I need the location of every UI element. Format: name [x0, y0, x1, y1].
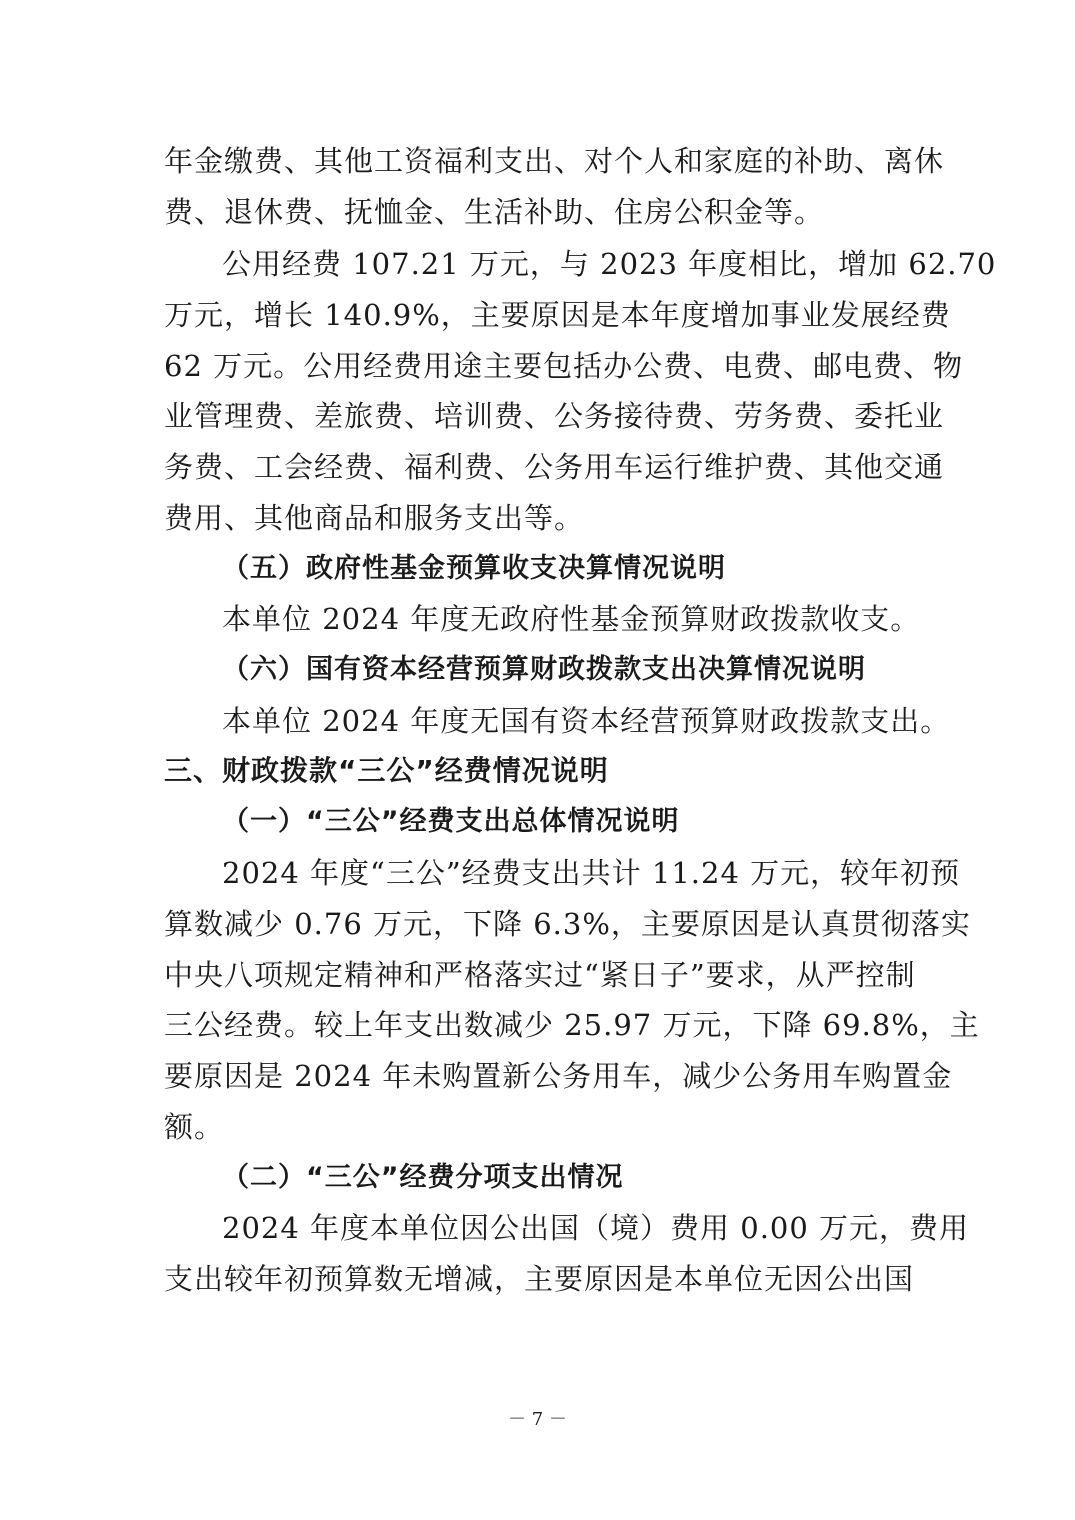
body-text-line: 62 万元。公用经费用途主要包括办公费、电费、邮电费、物 — [164, 349, 964, 383]
body-text-line: 算数减少 0.76 万元，下降 6.3%，主要原因是认真贯彻落实 — [164, 907, 971, 941]
section-subheading: （六）国有资本经营预算财政拨款支出决算情况说明 — [222, 654, 866, 685]
body-text-line: 万元，增长 140.9%，主要原因是本年度增加事业发展经费 — [164, 298, 951, 332]
body-text-line: 务费、工会经费、福利费、公务用车运行维护费、其他交通 — [164, 450, 945, 484]
section-heading: 三、财政拨款“三公”经费情况说明 — [164, 754, 609, 787]
body-text-line: 费、退休费、抚恤金、生活补助、住房公积金等。 — [164, 195, 825, 229]
paragraph-first-line: 本单位 2024 年度无政府性基金预算财政拨款收支。 — [222, 602, 921, 636]
body-text-line: 中央八项规定精神和严格落实过“紧日子”要求，从严控制 — [164, 958, 916, 992]
body-text-line: 额。 — [164, 1110, 225, 1144]
body-text-line: 业管理费、差旅费、培训费、公务接待费、劳务费、委托业 — [164, 399, 945, 433]
section-subheading: （一）“三公”经费支出总体情况说明 — [222, 806, 680, 837]
body-text-line: 要原因是 2024 年未购置新公务用车，减少公务用车购置金 — [164, 1059, 953, 1093]
body-text-line: 支出较年初预算数无增减，主要原因是本单位无因公出国 — [164, 1262, 915, 1296]
paragraph-first-line: 本单位 2024 年度无国有资本经营预算财政拨款支出。 — [222, 704, 951, 738]
section-subheading: （二）“三公”经费分项支出情况 — [222, 1162, 624, 1193]
paragraph-first-line: 公用经费 107.21 万元，与 2023 年度相比，增加 62.70 — [222, 247, 997, 281]
page-number: － 7 － — [508, 1409, 567, 1430]
section-subheading: （五）政府性基金预算收支决算情况说明 — [222, 553, 726, 584]
body-text-line: 年金缴费、其他工资福利支出、对个人和家庭的补助、离休 — [164, 144, 945, 178]
paragraph-first-line: 2024 年度本单位因公出国（境）费用 0.00 万元，费用 — [222, 1211, 970, 1245]
body-text-line: 三公经费。较上年支出数减少 25.97 万元，下降 69.8%，主 — [164, 1008, 980, 1042]
body-text-line: 费用、其他商品和服务支出等。 — [164, 501, 585, 535]
paragraph-first-line: 2024 年度“三公”经费支出共计 11.24 万元，较年初预 — [222, 856, 961, 890]
